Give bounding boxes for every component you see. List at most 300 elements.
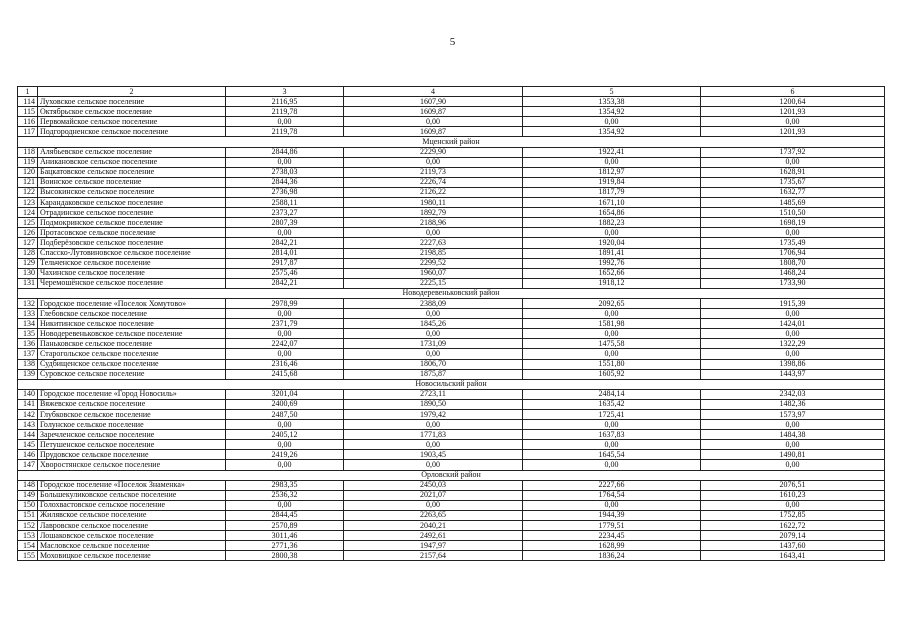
settlement-name: Глубковское сельское поселение — [38, 410, 226, 420]
value-cell: 1609,87 — [344, 127, 523, 137]
value-cell: 2842,21 — [226, 238, 344, 248]
value-cell: 2225,15 — [344, 278, 523, 288]
value-cell: 1882,23 — [523, 218, 701, 228]
value-cell: 1610,23 — [701, 490, 885, 500]
value-cell: 1764,54 — [523, 490, 701, 500]
value-cell: 1353,38 — [523, 97, 701, 107]
value-cell: 0,00 — [226, 500, 344, 510]
value-cell: 0,00 — [344, 309, 523, 319]
value-cell: 1980,11 — [344, 198, 523, 208]
table-row — [18, 531, 885, 541]
table-row — [18, 500, 885, 510]
row-number: 136 — [18, 339, 38, 349]
value-cell: 1573,97 — [701, 410, 885, 420]
value-cell: 1919,84 — [523, 177, 701, 187]
table-row — [18, 167, 885, 177]
value-cell: 1771,83 — [344, 430, 523, 440]
value-cell: 1752,85 — [701, 510, 885, 520]
table-row — [18, 218, 885, 228]
value-cell: 2570,89 — [226, 521, 344, 531]
value-cell: 1979,42 — [344, 410, 523, 420]
value-cell: 1992,76 — [523, 258, 701, 268]
value-cell: 0,00 — [701, 500, 885, 510]
settlement-name: Вяжевское сельское поселение — [38, 399, 226, 409]
row-number: 120 — [18, 167, 38, 177]
value-cell: 0,00 — [701, 309, 885, 319]
header-cell: 1 — [18, 87, 38, 97]
row-number: 152 — [18, 521, 38, 531]
table-body — [18, 87, 885, 561]
value-cell: 1944,39 — [523, 510, 701, 520]
row-number: 146 — [18, 450, 38, 460]
row-number: 147 — [18, 460, 38, 470]
value-cell: 0,00 — [226, 440, 344, 450]
table-row — [18, 541, 885, 551]
value-cell: 1645,54 — [523, 450, 701, 460]
table-row — [18, 127, 885, 137]
value-cell: 1609,87 — [344, 107, 523, 117]
settlement-name: Карандаковское сельское поселение — [38, 198, 226, 208]
value-cell: 1551,80 — [523, 359, 701, 369]
header-cell: 5 — [523, 87, 701, 97]
value-cell: 2400,69 — [226, 399, 344, 409]
settlement-name: Подмокринское сельское поселение — [38, 218, 226, 228]
value-cell: 2771,36 — [226, 541, 344, 551]
table-row — [18, 349, 885, 359]
value-cell: 2536,32 — [226, 490, 344, 500]
table-row — [18, 319, 885, 329]
settlement-name: Паньковское сельское поселение — [38, 339, 226, 349]
value-cell: 2119,78 — [226, 127, 344, 137]
value-cell: 1622,72 — [701, 521, 885, 531]
value-cell: 1806,70 — [344, 359, 523, 369]
settlement-name: Судбищенское сельское поселение — [38, 359, 226, 369]
row-number: 135 — [18, 329, 38, 339]
row-number: 129 — [18, 258, 38, 268]
header-cell: 3 — [226, 87, 344, 97]
table-row — [18, 440, 885, 450]
row-number: 131 — [18, 278, 38, 288]
row-number: 153 — [18, 531, 38, 541]
value-cell: 0,00 — [523, 500, 701, 510]
table-row — [18, 480, 885, 490]
value-cell: 0,00 — [523, 349, 701, 359]
value-cell: 2983,35 — [226, 480, 344, 490]
table-row — [18, 339, 885, 349]
value-cell: 2226,74 — [344, 177, 523, 187]
row-number: 150 — [18, 500, 38, 510]
value-cell: 0,00 — [344, 460, 523, 470]
table-row — [18, 147, 885, 157]
value-cell: 1779,51 — [523, 521, 701, 531]
settlement-name: Отрадинское сельское поселение — [38, 208, 226, 218]
settlement-name: Моховицкое сельское поселение — [38, 551, 226, 561]
table-row — [18, 208, 885, 218]
value-cell: 0,00 — [226, 117, 344, 127]
header-cell: 6 — [701, 87, 885, 97]
value-cell: 0,00 — [344, 157, 523, 167]
row-number: 130 — [18, 268, 38, 278]
table-row — [18, 157, 885, 167]
table-row — [18, 258, 885, 268]
value-cell: 2405,12 — [226, 430, 344, 440]
settlement-name: Никитинское сельское поселение — [38, 319, 226, 329]
row-number: 144 — [18, 430, 38, 440]
value-cell: 2844,86 — [226, 147, 344, 157]
value-cell: 1652,66 — [523, 268, 701, 278]
district-title: Мценский район — [18, 137, 885, 147]
value-cell: 0,00 — [344, 117, 523, 127]
table-row — [18, 298, 885, 308]
value-cell: 2263,65 — [344, 510, 523, 520]
value-cell: 1735,67 — [701, 177, 885, 187]
settlement-name: Воинское сельское поселение — [38, 177, 226, 187]
value-cell: 2119,78 — [226, 107, 344, 117]
value-cell: 0,00 — [226, 349, 344, 359]
value-cell: 0,00 — [701, 117, 885, 127]
value-cell: 1922,41 — [523, 147, 701, 157]
value-cell: 1354,92 — [523, 127, 701, 137]
district-row — [18, 470, 885, 480]
value-cell: 2814,01 — [226, 248, 344, 258]
value-cell: 2575,46 — [226, 268, 344, 278]
value-cell: 0,00 — [226, 329, 344, 339]
value-cell: 0,00 — [701, 228, 885, 238]
value-cell: 2842,21 — [226, 278, 344, 288]
value-cell: 1875,87 — [344, 369, 523, 379]
value-cell: 2157,64 — [344, 551, 523, 561]
value-cell: 1725,41 — [523, 410, 701, 420]
value-cell: 1635,42 — [523, 399, 701, 409]
value-cell: 0,00 — [344, 329, 523, 339]
value-cell: 1654,86 — [523, 208, 701, 218]
settlement-name: Городское поселение «Поселок Знаменка» — [38, 480, 226, 490]
table-row — [18, 369, 885, 379]
value-cell: 0,00 — [523, 117, 701, 127]
value-cell: 2736,98 — [226, 187, 344, 197]
value-cell: 1671,10 — [523, 198, 701, 208]
district-title: Новодеревеньковский район — [18, 288, 885, 298]
value-cell: 1443,97 — [701, 369, 885, 379]
value-cell: 1892,79 — [344, 208, 523, 218]
settlement-name: Луховское сельское поселение — [38, 97, 226, 107]
header-cell: 4 — [344, 87, 523, 97]
value-cell: 1475,58 — [523, 339, 701, 349]
settlement-name: Аникановское сельское поселение — [38, 157, 226, 167]
value-cell: 1201,93 — [701, 127, 885, 137]
table-row — [18, 521, 885, 531]
value-cell: 0,00 — [344, 440, 523, 450]
table-row — [18, 510, 885, 520]
settlement-name: Масловское сельское поселение — [38, 541, 226, 551]
table-row — [18, 490, 885, 500]
row-number: 115 — [18, 107, 38, 117]
value-cell: 2492,61 — [344, 531, 523, 541]
settlement-name: Голунское сельское поселение — [38, 420, 226, 430]
settlement-name: Заречленское сельское поселение — [38, 430, 226, 440]
value-cell: 2198,85 — [344, 248, 523, 258]
table-row — [18, 399, 885, 409]
table-row — [18, 389, 885, 399]
value-cell: 0,00 — [523, 440, 701, 450]
row-number: 114 — [18, 97, 38, 107]
value-cell: 1890,50 — [344, 399, 523, 409]
table-row — [18, 551, 885, 561]
row-number: 125 — [18, 218, 38, 228]
value-cell: 0,00 — [701, 329, 885, 339]
settlement-name: Спасско-Лутовиновское сельское поселение — [38, 248, 226, 258]
value-cell: 1698,19 — [701, 218, 885, 228]
value-cell: 1354,92 — [523, 107, 701, 117]
value-cell: 0,00 — [523, 460, 701, 470]
value-cell: 1628,99 — [523, 541, 701, 551]
settlement-name: Прудовское сельское поселение — [38, 450, 226, 460]
settlement-name: Чахинское сельское поселение — [38, 268, 226, 278]
value-cell: 2092,65 — [523, 298, 701, 308]
row-number: 133 — [18, 309, 38, 319]
value-cell: 0,00 — [344, 228, 523, 238]
value-cell: 1628,91 — [701, 167, 885, 177]
row-number: 116 — [18, 117, 38, 127]
value-cell: 1735,49 — [701, 238, 885, 248]
table-row — [18, 177, 885, 187]
value-cell: 1485,69 — [701, 198, 885, 208]
value-cell: 1482,36 — [701, 399, 885, 409]
value-cell: 0,00 — [344, 420, 523, 430]
settlement-name: Голохвастовское сельское поселение — [38, 500, 226, 510]
value-cell: 1903,45 — [344, 450, 523, 460]
value-cell: 1200,64 — [701, 97, 885, 107]
value-cell: 0,00 — [226, 460, 344, 470]
value-cell: 1490,81 — [701, 450, 885, 460]
settlement-name: Глебовское сельское поселение — [38, 309, 226, 319]
row-number: 119 — [18, 157, 38, 167]
row-number: 134 — [18, 319, 38, 329]
value-cell: 2978,99 — [226, 298, 344, 308]
row-number: 141 — [18, 399, 38, 409]
table-row — [18, 359, 885, 369]
settlement-name: Городское поселение «Поселок Хомутово» — [38, 298, 226, 308]
row-number: 117 — [18, 127, 38, 137]
value-cell: 2299,52 — [344, 258, 523, 268]
value-cell: 2119,73 — [344, 167, 523, 177]
value-cell: 1201,93 — [701, 107, 885, 117]
data-table — [17, 86, 885, 561]
value-cell: 2227,63 — [344, 238, 523, 248]
value-cell: 1731,09 — [344, 339, 523, 349]
value-cell: 1484,38 — [701, 430, 885, 440]
value-cell: 0,00 — [701, 349, 885, 359]
table-row — [18, 278, 885, 288]
value-cell: 1607,90 — [344, 97, 523, 107]
table-row — [18, 329, 885, 339]
table-row — [18, 107, 885, 117]
value-cell: 1891,41 — [523, 248, 701, 258]
row-number: 124 — [18, 208, 38, 218]
value-cell: 2844,36 — [226, 177, 344, 187]
row-number: 143 — [18, 420, 38, 430]
value-cell: 0,00 — [701, 157, 885, 167]
settlement-name: Жилявское сельское поселение — [38, 510, 226, 520]
settlement-name: Алябьевское сельское поселение — [38, 147, 226, 157]
value-cell: 2021,07 — [344, 490, 523, 500]
value-cell: 1817,79 — [523, 187, 701, 197]
settlement-name: Подгородненское сельское поселение — [38, 127, 226, 137]
value-cell: 0,00 — [523, 157, 701, 167]
settlement-name: Хворостянское сельское поселение — [38, 460, 226, 470]
value-cell: 2723,11 — [344, 389, 523, 399]
settlement-name: Бацкатовское сельское поселение — [38, 167, 226, 177]
table-row — [18, 238, 885, 248]
table-row — [18, 268, 885, 278]
value-cell: 2415,68 — [226, 369, 344, 379]
value-cell: 1643,41 — [701, 551, 885, 561]
settlement-name: Новодеревеньковское сельское поселение — [38, 329, 226, 339]
settlement-name: Октябрьское сельское поселение — [38, 107, 226, 117]
value-cell: 1424,01 — [701, 319, 885, 329]
row-number: 145 — [18, 440, 38, 450]
page-number: 5 — [449, 36, 456, 48]
value-cell: 0,00 — [701, 420, 885, 430]
value-cell: 1947,97 — [344, 541, 523, 551]
value-cell: 1960,07 — [344, 268, 523, 278]
table-row — [18, 117, 885, 127]
value-cell: 2342,03 — [701, 389, 885, 399]
value-cell: 2807,39 — [226, 218, 344, 228]
row-number: 139 — [18, 369, 38, 379]
value-cell: 2738,03 — [226, 167, 344, 177]
value-cell: 1845,26 — [344, 319, 523, 329]
value-cell: 1581,98 — [523, 319, 701, 329]
row-number: 118 — [18, 147, 38, 157]
value-cell: 2316,46 — [226, 359, 344, 369]
value-cell: 3011,46 — [226, 531, 344, 541]
value-cell: 0,00 — [226, 420, 344, 430]
header-row — [18, 87, 885, 97]
value-cell: 1322,29 — [701, 339, 885, 349]
value-cell: 2227,66 — [523, 480, 701, 490]
value-cell: 1737,92 — [701, 147, 885, 157]
settlement-name: Старогольское сельское поселение — [38, 349, 226, 359]
value-cell: 1468,24 — [701, 268, 885, 278]
row-number: 148 — [18, 480, 38, 490]
row-number: 121 — [18, 177, 38, 187]
table-row — [18, 198, 885, 208]
row-number: 126 — [18, 228, 38, 238]
table-row — [18, 228, 885, 238]
row-number: 151 — [18, 510, 38, 520]
value-cell: 0,00 — [523, 228, 701, 238]
value-cell: 0,00 — [523, 329, 701, 339]
value-cell: 1812,97 — [523, 167, 701, 177]
settlement-name: Городское поселение «Город Новосиль» — [38, 389, 226, 399]
settlement-name: Высокинское сельское поселение — [38, 187, 226, 197]
district-row — [18, 288, 885, 298]
settlement-name: Протасовское сельское поселение — [38, 228, 226, 238]
value-cell: 0,00 — [523, 309, 701, 319]
value-cell: 2917,87 — [226, 258, 344, 268]
value-cell: 2844,45 — [226, 510, 344, 520]
table-row — [18, 97, 885, 107]
value-cell: 1637,83 — [523, 430, 701, 440]
row-number: 140 — [18, 389, 38, 399]
value-cell: 2373,27 — [226, 208, 344, 218]
table-row — [18, 410, 885, 420]
value-cell: 2188,96 — [344, 218, 523, 228]
district-row — [18, 379, 885, 389]
table-row — [18, 420, 885, 430]
settlement-name: Первомайское сельское поселение — [38, 117, 226, 127]
value-cell: 2116,95 — [226, 97, 344, 107]
value-cell: 2371,79 — [226, 319, 344, 329]
value-cell: 0,00 — [701, 440, 885, 450]
district-title: Новосильский район — [18, 379, 885, 389]
district-row — [18, 137, 885, 147]
settlement-name: Большекуликовское сельское поселение — [38, 490, 226, 500]
header-cell: 2 — [38, 87, 226, 97]
value-cell: 2234,45 — [523, 531, 701, 541]
settlement-name: Петушенское сельское поселение — [38, 440, 226, 450]
value-cell: 1437,60 — [701, 541, 885, 551]
settlement-name: Лавровское сельское поселение — [38, 521, 226, 531]
row-number: 123 — [18, 198, 38, 208]
table-row — [18, 248, 885, 258]
row-number: 155 — [18, 551, 38, 561]
value-cell: 0,00 — [344, 500, 523, 510]
value-cell: 1836,24 — [523, 551, 701, 561]
value-cell: 0,00 — [226, 157, 344, 167]
value-cell: 2588,11 — [226, 198, 344, 208]
settlement-name: Тельченское сельское поселение — [38, 258, 226, 268]
value-cell: 1915,39 — [701, 298, 885, 308]
value-cell: 2487,50 — [226, 410, 344, 420]
value-cell: 1808,70 — [701, 258, 885, 268]
value-cell: 1398,86 — [701, 359, 885, 369]
settlement-name: Черемошёнское сельское поселение — [38, 278, 226, 288]
district-title: Орловский район — [18, 470, 885, 480]
value-cell: 2242,07 — [226, 339, 344, 349]
row-number: 122 — [18, 187, 38, 197]
value-cell: 1510,50 — [701, 208, 885, 218]
value-cell: 0,00 — [226, 228, 344, 238]
value-cell: 0,00 — [344, 349, 523, 359]
value-cell: 2079,14 — [701, 531, 885, 541]
value-cell: 2800,38 — [226, 551, 344, 561]
row-number: 142 — [18, 410, 38, 420]
row-number: 127 — [18, 238, 38, 248]
row-number: 138 — [18, 359, 38, 369]
value-cell: 2229,90 — [344, 147, 523, 157]
value-cell: 2450,03 — [344, 480, 523, 490]
settlement-name: Подберёзовское сельское поселение — [38, 238, 226, 248]
table-row — [18, 187, 885, 197]
table-row — [18, 309, 885, 319]
value-cell: 2040,21 — [344, 521, 523, 531]
row-number: 154 — [18, 541, 38, 551]
row-number: 132 — [18, 298, 38, 308]
settlement-name: Суровское сельское поселение — [38, 369, 226, 379]
table-row — [18, 450, 885, 460]
settlement-name: Лошаковское сельское поселение — [38, 531, 226, 541]
table-row — [18, 460, 885, 470]
value-cell: 1632,77 — [701, 187, 885, 197]
row-number: 137 — [18, 349, 38, 359]
value-cell: 1605,92 — [523, 369, 701, 379]
value-cell: 1918,12 — [523, 278, 701, 288]
value-cell: 1733,90 — [701, 278, 885, 288]
value-cell: 2076,51 — [701, 480, 885, 490]
value-cell: 0,00 — [523, 420, 701, 430]
